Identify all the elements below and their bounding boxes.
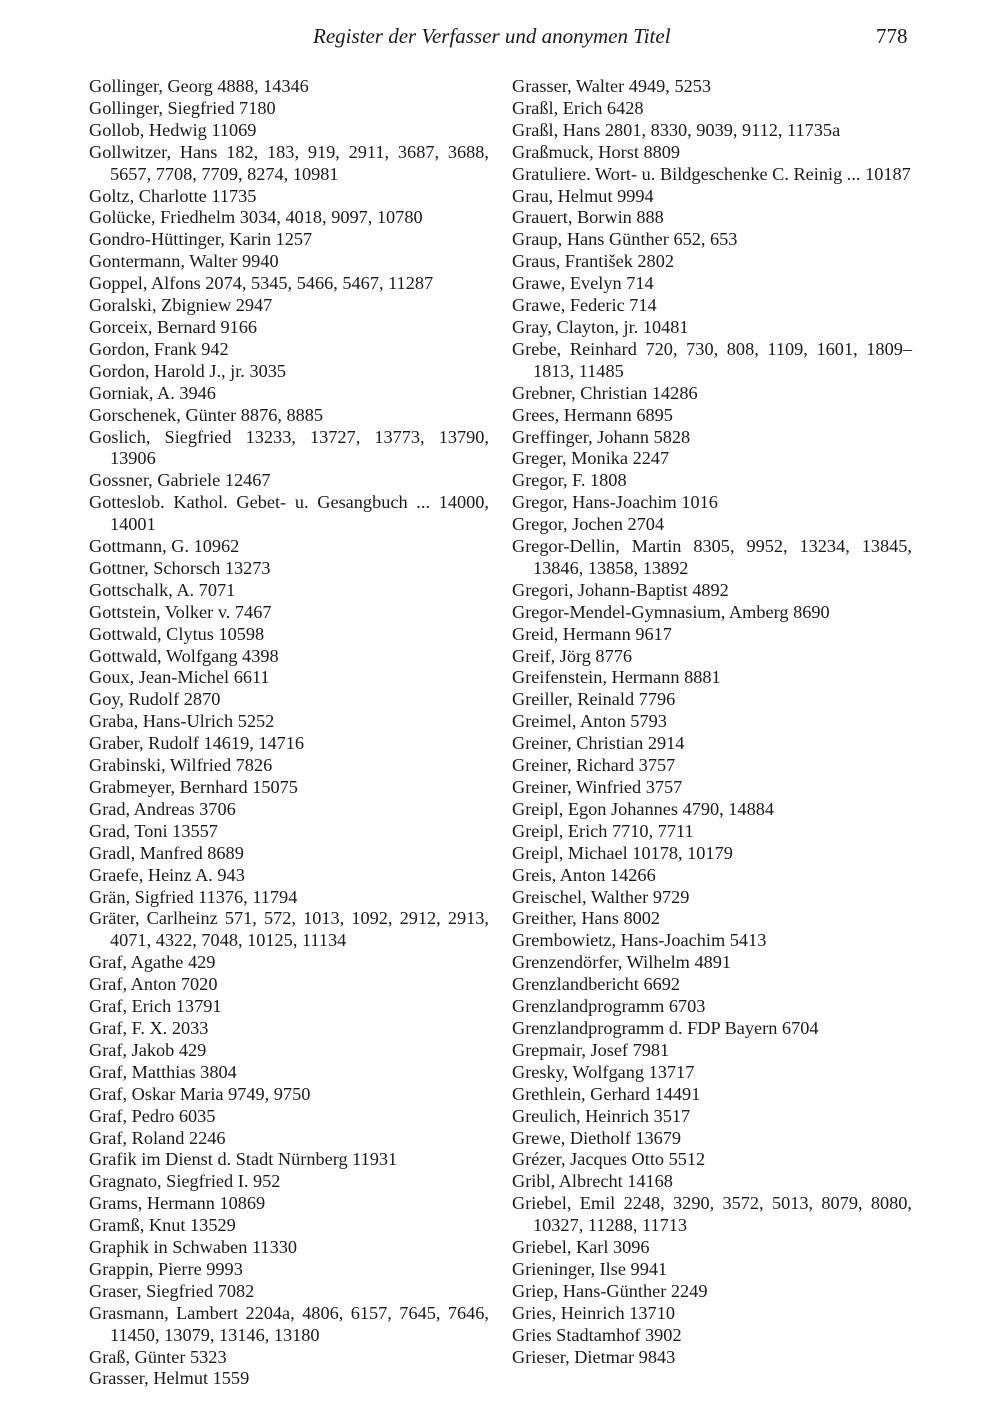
index-entry: Gries Stadtamhof 3902 [512,1324,682,1345]
index-entry: Golücke, Friedhelm 3034, 4018, 9097, 10780 [89,207,423,228]
index-entry: Grenzlandbericht 6692 [512,974,681,995]
index-entry: Grasser, Helmut 1559 [89,1368,250,1389]
index-entry: Gregori, Johann-Baptist 4892 [512,579,729,600]
index-entry: Gollwitzer, Hans 182, 183, 919, 2911, 3687, 3688, 5657, 7708, 7709, 8274, 10981 [89,141,489,184]
index-entry: Goltz, Charlotte 11735 [89,185,257,206]
index-entry: Grembowietz, Hans-Joachim 5413 [512,930,767,951]
index-entry: Greiller, Reinald 7796 [512,689,676,710]
index-entry: Griep, Hans-Günther 2249 [512,1280,708,1301]
index-entry: Gragnato, Siegfried I. 952 [89,1171,281,1192]
index-entry: Grasmann, Lambert 2204a, 4806, 6157, 7645, 7646, 11450, 13079, 13146, 13180 [89,1302,489,1345]
index-entry: Grawe, Federic 714 [512,295,657,316]
index-entry: Graup, Hans Günther 652, 653 [512,229,738,250]
index-entry: Greis, Anton 14266 [512,864,656,885]
index-entry: Gordon, Frank 942 [89,338,229,359]
running-title: Register der Verfasser und anonymen Titel [313,24,671,48]
index-column-left [89,76,489,1390]
index-entry: Grees, Hermann 6895 [512,404,673,425]
index-entry: Gries, Heinrich 13710 [512,1302,675,1323]
index-entry: Goslich, Siegfried 13233, 13727, 13773, 13790, 13906 [89,426,489,469]
index-entry: Gratuliere. Wort- u. Bildgeschenke C. Reinig ... 10187 [512,163,911,184]
index-entry: Graf, F. X. 2033 [89,1017,209,1038]
index-entry: Graf, Agathe 429 [89,952,216,973]
index-entry: Greulich, Heinrich 3517 [512,1105,691,1126]
index-entry: Gorschenek, Günter 8876, 8885 [89,404,324,425]
index-entry: Grieser, Dietmar 9843 [512,1346,676,1367]
index-entry: Grau, Helmut 9994 [512,185,654,206]
index-entry: Greif, Jörg 8776 [512,645,632,666]
index-entry: Graefe, Heinz A. 943 [89,864,245,885]
index-entry: Gondro-Hüttinger, Karin 1257 [89,229,313,250]
index-entry: Grewe, Dietholf 13679 [512,1127,682,1148]
index-entry: Greipl, Egon Johannes 4790, 14884 [512,798,774,819]
index-column-right [512,76,912,1368]
index-entry: Graßl, Erich 6428 [512,97,644,118]
index-entry: Grad, Toni 13557 [89,820,218,841]
index-entry: Gontermann, Walter 9940 [89,251,279,272]
index-entry: Graf, Pedro 6035 [89,1105,216,1126]
index-entry: Gottner, Schorsch 13273 [89,557,271,578]
index-entry: Graphik in Schwaben 11330 [89,1237,297,1258]
index-entry: Greiner, Christian 2914 [512,733,685,754]
index-entry: Grebner, Christian 14286 [512,382,698,403]
index-entry: Greipl, Michael 10178, 10179 [512,842,733,863]
index-entry: Griebel, Karl 3096 [512,1237,650,1258]
index-entry: Greither, Hans 8002 [512,908,661,929]
page-number: 778 [876,24,908,48]
index-entry: Grasser, Walter 4949, 5253 [512,76,712,96]
index-entry: Grenzendörfer, Wilhelm 4891 [512,952,732,973]
index-entry: Goux, Jean-Michel 6611 [89,667,270,688]
index-entry: Greischel, Walther 9729 [512,886,690,907]
index-entry: Gollob, Hedwig 11069 [89,119,257,140]
index-entry: Grieninger, Ilse 9941 [512,1258,668,1279]
index-entry: Gregor, F. 1808 [512,470,627,491]
index-entry: Graf, Jakob 429 [89,1039,207,1060]
index-entry: Greiner, Winfried 3757 [512,777,683,797]
running-header [0,22,1000,52]
index-entry: Grenzlandprogramm 6703 [512,996,706,1017]
index-entry: Greffinger, Johann 5828 [512,426,691,447]
index-entry: Gordon, Harold J., jr. 3035 [89,360,287,381]
index-entry: Grabmeyer, Bernhard 15075 [89,777,298,797]
index-entry: Gottmann, G. 10962 [89,536,240,557]
index-entry: Greifenstein, Hermann 8881 [512,667,721,688]
index-entry: Gossner, Gabriele 12467 [89,470,271,491]
index-entry: Gradl, Manfred 8689 [89,842,244,863]
index-entry: Gregor, Jochen 2704 [512,514,665,535]
index-entry: Graus, František 2802 [512,251,674,272]
index-entry: Gottschalk, A. 7071 [89,579,236,600]
index-entry: Greimel, Anton 5793 [512,711,667,732]
index-entry: Gramß, Knut 13529 [89,1215,236,1236]
index-entry: Gottstein, Volker v. 7467 [89,601,272,622]
index-entry: Grän, Sigfried 11376, 11794 [89,886,298,907]
index-entry: Grethlein, Gerhard 14491 [512,1083,701,1104]
index-entry: Goppel, Alfons 2074, 5345, 5466, 5467, 11287 [89,273,434,294]
index-entry: Graser, Siegfried 7082 [89,1280,255,1301]
index-entry: Graßmuck, Horst 8809 [512,141,681,162]
index-entry: Goralski, Zbigniew 2947 [89,295,273,316]
index-entry: Grad, Andreas 3706 [89,798,236,819]
index-entry: Gregor-Dellin, Martin 8305, 9952, 13234, 13845, 13846, 13858, 13892 [512,536,912,578]
index-entry: Graf, Roland 2246 [89,1127,226,1148]
index-entry: Graß, Günter 5323 [89,1346,227,1367]
index-entry: Grézer, Jacques Otto 5512 [512,1149,706,1170]
index-entry: Graßl, Hans 2801, 8330, 9039, 9112, 11735a [512,119,841,140]
index-entry: Gottwald, Wolfgang 4398 [89,645,279,666]
index-entry: Greid, Hermann 9617 [512,623,672,644]
index-entry: Grenzlandprogramm d. FDP Bayern 6704 [512,1017,819,1038]
index-entry: Grabinski, Wilfried 7826 [89,755,273,776]
index-entry: Grappin, Pierre 9993 [89,1258,243,1279]
index-entry: Grauert, Borwin 888 [512,207,664,228]
index-entry: Graba, Hans-Ulrich 5252 [89,711,275,732]
index-entry: Gribl, Albrecht 14168 [512,1171,673,1192]
index-entry: Graf, Matthias 3804 [89,1061,237,1082]
index-entry: Gotteslob. Kathol. Gebet- u. Gesangbuch ... 14000, 14001 [89,492,489,535]
index-entry: Graf, Anton 7020 [89,974,218,995]
index-entry: Greipl, Erich 7710, 7711 [512,820,694,841]
index-entry: Grawe, Evelyn 714 [512,273,654,294]
index-entry: Gregor, Hans-Joachim 1016 [512,492,718,513]
index-entry: Gollinger, Georg 4888, 14346 [89,76,309,96]
index-entry: Gresky, Wolfgang 13717 [512,1061,695,1082]
index-entry: Griebel, Emil 2248, 3290, 3572, 5013, 8079, 8080, 10327, 11288, 11713 [512,1193,912,1236]
index-entry: Graf, Oskar Maria 9749, 9750 [89,1083,311,1104]
index-entry: Greger, Monika 2247 [512,448,670,469]
index-entry: Grams, Hermann 10869 [89,1193,266,1214]
index-entry: Grepmair, Josef 7981 [512,1039,670,1060]
index-entry: Gollinger, Siegfried 7180 [89,97,276,118]
index-entry: Gorceix, Bernard 9166 [89,316,258,337]
index-entry: Goy, Rudolf 2870 [89,689,221,710]
index-entry: Graber, Rudolf 14619, 14716 [89,733,305,754]
index-entry: Gregor-Mendel-Gymnasium, Amberg 8690 [512,601,830,622]
index-entry: Grebe, Reinhard 720, 730, 808, 1109, 1601, 1809–1813, 11485 [512,338,912,381]
index-entry: Graf, Erich 13791 [89,996,222,1017]
index-entry: Gräter, Carlheinz 571, 572, 1013, 1092, 2912, 2913, 4071, 4322, 7048, 10125, 11134 [89,908,489,951]
index-entry: Gorniak, A. 3946 [89,382,216,403]
index-entry: Gray, Clayton, jr. 10481 [512,316,689,337]
index-entry: Grafik im Dienst d. Stadt Nürnberg 11931 [89,1149,398,1170]
index-entry: Greiner, Richard 3757 [512,755,676,776]
index-entry: Gottwald, Clytus 10598 [89,623,265,644]
